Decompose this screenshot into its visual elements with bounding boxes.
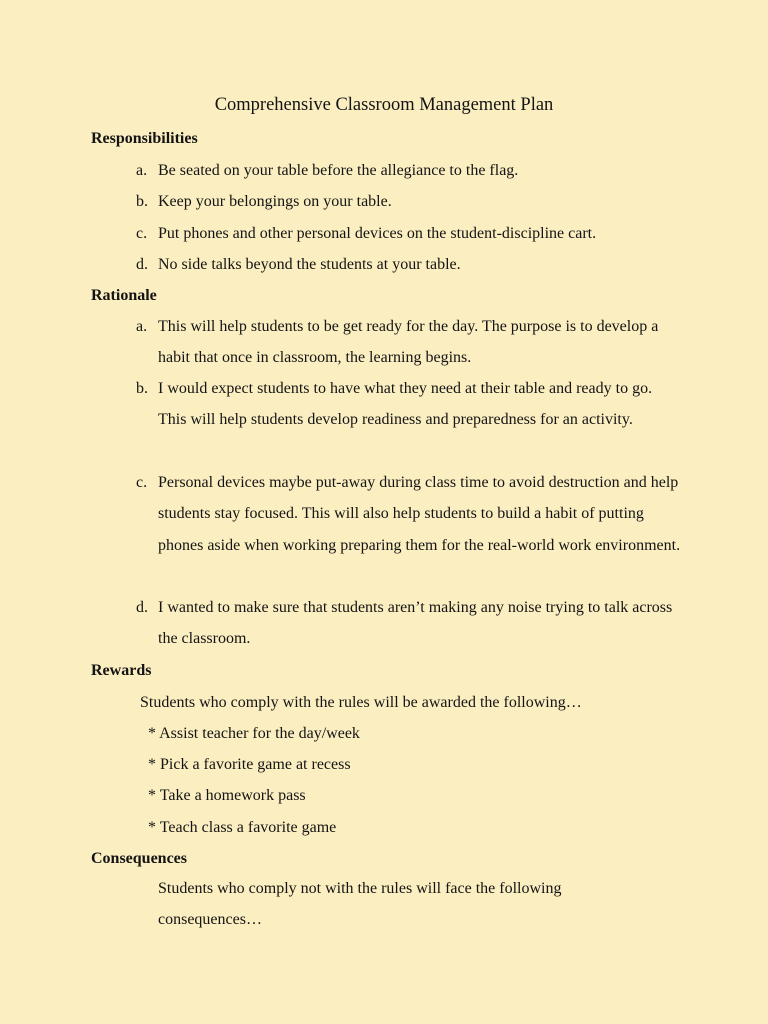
reward-item: * Teach class a favorite game xyxy=(148,819,337,836)
list-item-text: I would expect students to have what they need at their table and ready to go. This will help students develop readiness and preparedness for an activity. xyxy=(158,380,653,429)
reward-item: * Pick a favorite game at recess xyxy=(148,756,351,773)
section-heading-rewards: Rewards xyxy=(91,662,152,679)
list-item-text: Put phones and other personal devices on the student-discipline cart. xyxy=(158,225,597,242)
list-item-text: Be seated on your table before the allegiance to the flag. xyxy=(158,162,519,179)
section-heading-consequences: Consequences xyxy=(91,850,188,867)
responsibility-item xyxy=(136,186,696,217)
reward-item: * Assist teacher for the day/week xyxy=(148,725,360,742)
list-item-text: I wanted to make sure that students aren’t making any noise trying to talk across the classroom. xyxy=(158,599,673,648)
list-item-text: Keep your belongings on your table. xyxy=(158,193,392,210)
responsibility-item xyxy=(136,155,696,186)
list-marker: d. xyxy=(136,256,148,273)
list-marker: d. xyxy=(136,599,148,616)
list-marker: b. xyxy=(136,380,148,397)
list-marker: b. xyxy=(136,193,148,210)
list-item-text: This will help students to be get ready for the day. The purpose is to develop a habit that once in classroom, the learning begins. xyxy=(158,318,659,367)
list-marker: a. xyxy=(136,318,148,335)
section-heading-responsibilities: Responsibilities xyxy=(91,130,198,147)
rationale-item xyxy=(136,311,676,374)
rationale-item xyxy=(136,592,681,655)
list-marker: c. xyxy=(136,474,148,491)
responsibility-item xyxy=(136,218,696,249)
document-title: Comprehensive Classroom Management Plan xyxy=(214,95,554,115)
rewards-intro: Students who comply with the rules will be awarded the following… xyxy=(140,694,582,711)
section-heading-rationale: Rationale xyxy=(91,287,157,304)
rationale-item xyxy=(136,467,681,561)
list-item-text: No side talks beyond the students at your table. xyxy=(158,256,461,273)
list-marker: a. xyxy=(136,162,148,179)
rationale-item xyxy=(136,373,681,436)
list-marker: c. xyxy=(136,225,148,242)
list-item-text: Personal devices maybe put-away during class time to avoid destruction and help students stay focused. This will also help students to build a habit of putting phones aside when working preparing them for the real-world work environment. xyxy=(158,474,681,554)
responsibility-item xyxy=(136,249,696,280)
consequences-intro: Students who comply not with the rules will face the following consequences… xyxy=(158,880,562,929)
reward-item: * Take a homework pass xyxy=(148,787,306,804)
